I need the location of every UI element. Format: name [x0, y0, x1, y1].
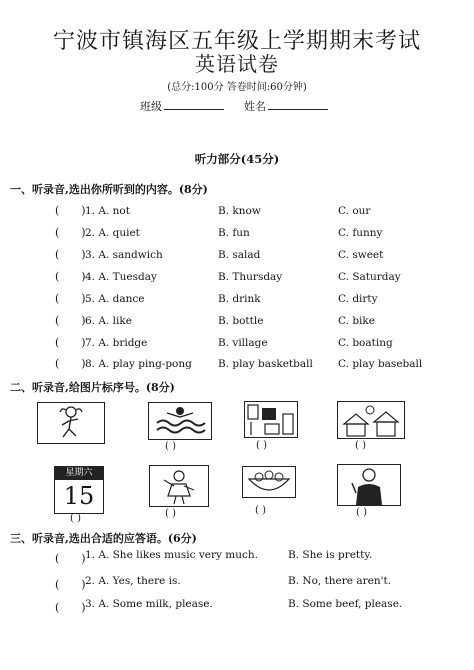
girl-running-icon [38, 403, 104, 443]
answer-mark[interactable]: ( ) [70, 513, 81, 524]
response-a: 1. A. She likes music very much. [85, 549, 258, 561]
option-c: C. dirty [338, 293, 378, 305]
village-icon [338, 402, 404, 438]
exam-meta: (总分:100分 答卷时间:60分钟) [167, 82, 307, 93]
answer-mark[interactable]: ( ) [165, 508, 176, 519]
option-c: C. sweet [338, 249, 384, 261]
option-a: 6. A. like [85, 315, 132, 327]
option-c: C. funny [338, 227, 383, 239]
picture-salad-bowl [242, 466, 296, 498]
answer-mark[interactable]: ( ) [355, 440, 366, 451]
picture-calendar [54, 466, 104, 514]
section3-heading: 三、听录音,选出合适的应答语。(6分) [10, 532, 197, 545]
calendar-day: 15 [63, 482, 95, 510]
option-a: 2. A. quiet [85, 227, 140, 239]
answer-paren[interactable]: ( ) [55, 601, 86, 614]
option-a: 3. A. sandwich [85, 249, 163, 261]
response-b: B. Some beef, please. [288, 598, 403, 610]
option-a: 1. A. not [85, 205, 130, 217]
answer-paren[interactable]: ( ) [55, 204, 86, 217]
answer-paren[interactable]: ( ) [55, 314, 86, 327]
answer-paren[interactable]: ( ) [55, 226, 86, 239]
answer-mark[interactable]: ( ) [356, 507, 367, 518]
option-c: C. play baseball [338, 358, 423, 370]
picture-girl-running [37, 402, 105, 444]
option-a: 7. A. bridge [85, 337, 148, 349]
man-icon [338, 465, 400, 505]
class-blank[interactable] [164, 109, 224, 110]
answer-paren[interactable]: ( ) [55, 336, 86, 349]
exam-title: 宁波市镇海区五年级上学期期末考试 [52, 29, 421, 54]
section1-heading: 一、听录音,选出你所听到的内容。(8分) [10, 183, 208, 196]
name-label: 姓名 [244, 100, 266, 113]
answer-paren[interactable]: ( ) [55, 292, 86, 305]
salad-bowl-icon [243, 467, 295, 497]
section2-heading: 二、听录音,给图片标序号。(8分) [10, 381, 175, 394]
calendar-weekday: 星期六 [55, 467, 103, 480]
response-b: B. No, there aren't. [288, 575, 392, 587]
class-label: 班级 [140, 100, 162, 113]
answer-mark[interactable]: ( ) [165, 441, 176, 452]
option-c: C. boating [338, 337, 393, 349]
picture-girl-dancing [149, 465, 209, 507]
answer-paren[interactable]: ( ) [55, 578, 86, 591]
answer-paren[interactable]: ( ) [55, 357, 86, 370]
option-a: 5. A. dance [85, 293, 145, 305]
option-b: B. Thursday [218, 271, 283, 283]
student-info-line [0, 98, 474, 114]
answer-mark[interactable]: ( ) [255, 505, 266, 516]
option-a: 8. A. play ping-pong [85, 358, 192, 370]
option-b: B. bottle [218, 315, 264, 327]
option-b: B. salad [218, 249, 261, 261]
answer-paren[interactable]: ( ) [55, 552, 86, 565]
answer-mark[interactable]: ( ) [256, 440, 267, 451]
answer-paren[interactable]: ( ) [55, 248, 86, 261]
swimming-icon [149, 403, 211, 439]
option-c: C. bike [338, 315, 375, 327]
girl-dancing-icon [150, 466, 208, 506]
response-a: 3. A. Some milk, please. [85, 598, 213, 610]
room-icon [245, 402, 297, 437]
option-b: B. drink [218, 293, 261, 305]
picture-village [337, 401, 405, 439]
picture-man [337, 464, 401, 506]
answer-paren[interactable]: ( ) [55, 270, 86, 283]
option-b: B. fun [218, 227, 250, 239]
name-blank[interactable] [268, 109, 328, 110]
picture-room [244, 401, 298, 438]
response-b: B. She is pretty. [288, 549, 373, 561]
option-c: C. our [338, 205, 371, 217]
option-a: 4. A. Tuesday [85, 271, 157, 283]
picture-swimming [148, 402, 212, 440]
option-b: B. play basketball [218, 358, 313, 370]
exam-subtitle: 英语试卷 [195, 52, 279, 76]
response-a: 2. A. Yes, there is. [85, 575, 181, 587]
option-c: C. Saturday [338, 271, 401, 283]
option-b: B. know [218, 205, 261, 217]
option-b: B. village [218, 337, 268, 349]
listening-section-title: 听力部分(45分) [194, 152, 280, 166]
